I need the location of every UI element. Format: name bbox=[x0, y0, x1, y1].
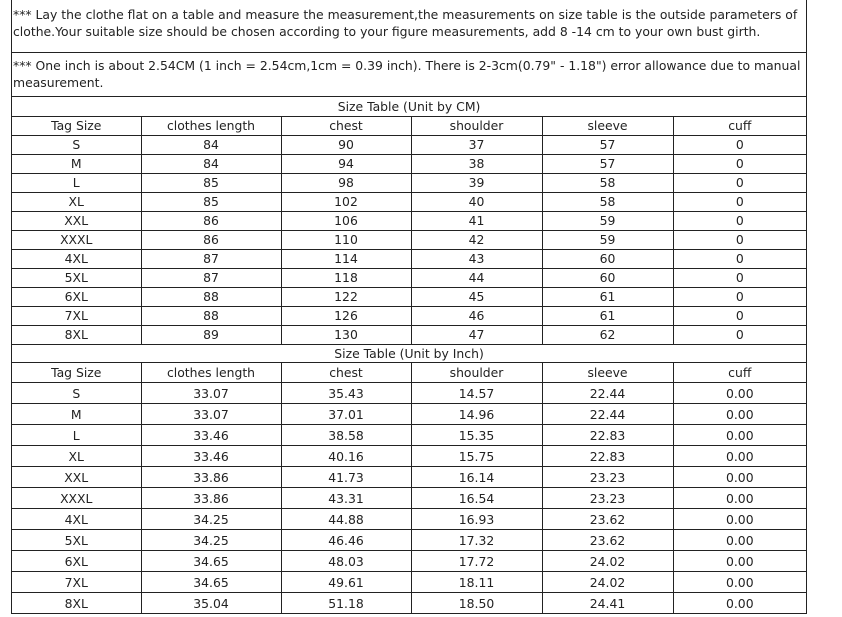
table-row bbox=[12, 467, 806, 488]
table-cell: 47 bbox=[411, 325, 542, 344]
column-header: sleeve bbox=[542, 116, 673, 135]
table-cell: 24.02 bbox=[542, 551, 673, 572]
table-row bbox=[12, 551, 806, 572]
table-cell: 6XL bbox=[12, 287, 141, 306]
table-cell: 23.62 bbox=[542, 530, 673, 551]
table-cell: 34.65 bbox=[141, 551, 281, 572]
table-row bbox=[12, 192, 806, 211]
table-cell: 118 bbox=[281, 268, 411, 287]
table-cell: 7XL bbox=[12, 572, 141, 593]
table-cell: XL bbox=[12, 192, 141, 211]
table-cell: 33.46 bbox=[141, 446, 281, 467]
table-row bbox=[12, 425, 806, 446]
table-cell: 18.50 bbox=[411, 593, 542, 614]
conversion-note: *** One inch is about 2.54CM (1 inch = 2.54cm,1cm = 0.39 inch). There is 2-3cm(0.79" - 1.18") error allowance due to manual measurement. bbox=[12, 53, 806, 97]
table-cell: S bbox=[12, 383, 141, 404]
table-cell: 0 bbox=[673, 135, 806, 154]
table-cell: 0.00 bbox=[673, 488, 806, 509]
table-cell: 42 bbox=[411, 230, 542, 249]
column-header: shoulder bbox=[411, 116, 542, 135]
table-cell: 6XL bbox=[12, 551, 141, 572]
table-cell: 35.04 bbox=[141, 593, 281, 614]
size-table-cm bbox=[12, 97, 806, 345]
table-cell: M bbox=[12, 404, 141, 425]
table-cell: 16.54 bbox=[411, 488, 542, 509]
table-cell: 0 bbox=[673, 287, 806, 306]
table-cell: 33.46 bbox=[141, 425, 281, 446]
table-cell: 60 bbox=[542, 249, 673, 268]
table-cell: 16.93 bbox=[411, 509, 542, 530]
table-cell: 57 bbox=[542, 135, 673, 154]
table-cell: 0.00 bbox=[673, 551, 806, 572]
column-header: cuff bbox=[673, 363, 806, 383]
cm-table-header-row bbox=[12, 116, 806, 135]
column-header: cuff bbox=[673, 116, 806, 135]
table-cell: 33.07 bbox=[141, 404, 281, 425]
table-cell: 14.96 bbox=[411, 404, 542, 425]
table-row bbox=[12, 154, 806, 173]
table-cell: 22.44 bbox=[542, 383, 673, 404]
table-cell: 88 bbox=[141, 306, 281, 325]
table-cell: 33.86 bbox=[141, 467, 281, 488]
table-cell: 0 bbox=[673, 192, 806, 211]
table-cell: 46 bbox=[411, 306, 542, 325]
table-cell: 5XL bbox=[12, 268, 141, 287]
table-cell: 16.14 bbox=[411, 467, 542, 488]
table-cell: 17.32 bbox=[411, 530, 542, 551]
table-cell: 0 bbox=[673, 249, 806, 268]
table-cell: XL bbox=[12, 446, 141, 467]
column-header: shoulder bbox=[411, 363, 542, 383]
table-row bbox=[12, 211, 806, 230]
table-cell: 61 bbox=[542, 306, 673, 325]
column-header: Tag Size bbox=[12, 116, 141, 135]
table-row bbox=[12, 268, 806, 287]
table-row bbox=[12, 509, 806, 530]
table-cell: 24.02 bbox=[542, 572, 673, 593]
table-cell: 110 bbox=[281, 230, 411, 249]
table-cell: 40 bbox=[411, 192, 542, 211]
table-cell: 23.62 bbox=[542, 509, 673, 530]
table-cell: 0 bbox=[673, 268, 806, 287]
column-header: chest bbox=[281, 116, 411, 135]
table-row bbox=[12, 249, 806, 268]
column-header: chest bbox=[281, 363, 411, 383]
table-cell: 46.46 bbox=[281, 530, 411, 551]
table-cell: 57 bbox=[542, 154, 673, 173]
table-cell: 41.73 bbox=[281, 467, 411, 488]
table-cell: 126 bbox=[281, 306, 411, 325]
table-cell: 0.00 bbox=[673, 572, 806, 593]
table-cell: 89 bbox=[141, 325, 281, 344]
column-header: Tag Size bbox=[12, 363, 141, 383]
table-cell: 34.25 bbox=[141, 530, 281, 551]
table-cell: 0.00 bbox=[673, 446, 806, 467]
table-cell: 15.75 bbox=[411, 446, 542, 467]
table-row bbox=[12, 488, 806, 509]
table-row bbox=[12, 530, 806, 551]
table-cell: 0.00 bbox=[673, 509, 806, 530]
table-cell: 39 bbox=[411, 173, 542, 192]
table-cell: 0 bbox=[673, 230, 806, 249]
inch-table-title: Size Table (Unit by Inch) bbox=[12, 345, 806, 363]
table-row bbox=[12, 135, 806, 154]
table-cell: 51.18 bbox=[281, 593, 411, 614]
table-cell: 87 bbox=[141, 268, 281, 287]
table-cell: 8XL bbox=[12, 325, 141, 344]
table-cell: XXXL bbox=[12, 488, 141, 509]
table-cell: 22.83 bbox=[542, 425, 673, 446]
table-cell: 85 bbox=[141, 173, 281, 192]
measurement-note: *** Lay the clothe flat on a table and measure the measurement,the measurements on size table is the outside parameters of clothe.Your suitable size should be chosen according to your figure measurements, add 8 -14 cm to your own bust girth. bbox=[12, 0, 806, 53]
table-cell: L bbox=[12, 173, 141, 192]
table-cell: 45 bbox=[411, 287, 542, 306]
table-cell: 4XL bbox=[12, 249, 141, 268]
table-cell: L bbox=[12, 425, 141, 446]
table-cell: 0 bbox=[673, 325, 806, 344]
table-cell: 22.44 bbox=[542, 404, 673, 425]
table-cell: 60 bbox=[542, 268, 673, 287]
table-cell: 33.07 bbox=[141, 383, 281, 404]
table-cell: 58 bbox=[542, 192, 673, 211]
table-cell: 8XL bbox=[12, 593, 141, 614]
table-cell: 114 bbox=[281, 249, 411, 268]
table-cell: 94 bbox=[281, 154, 411, 173]
table-cell: 106 bbox=[281, 211, 411, 230]
table-cell: S bbox=[12, 135, 141, 154]
table-cell: 0.00 bbox=[673, 425, 806, 446]
table-cell: XXXL bbox=[12, 230, 141, 249]
table-cell: 98 bbox=[281, 173, 411, 192]
table-cell: 59 bbox=[542, 230, 673, 249]
table-cell: 38.58 bbox=[281, 425, 411, 446]
table-cell: 0 bbox=[673, 154, 806, 173]
table-cell: 62 bbox=[542, 325, 673, 344]
table-cell: 37 bbox=[411, 135, 542, 154]
table-cell: 49.61 bbox=[281, 572, 411, 593]
size-chart-sheet bbox=[11, 0, 807, 614]
table-cell: 61 bbox=[542, 287, 673, 306]
table-cell: 34.65 bbox=[141, 572, 281, 593]
table-cell: 23.23 bbox=[542, 467, 673, 488]
table-cell: 84 bbox=[141, 135, 281, 154]
table-cell: 24.41 bbox=[542, 593, 673, 614]
table-cell: 102 bbox=[281, 192, 411, 211]
table-cell: 44.88 bbox=[281, 509, 411, 530]
table-cell: 14.57 bbox=[411, 383, 542, 404]
table-row bbox=[12, 325, 806, 344]
table-cell: 0.00 bbox=[673, 404, 806, 425]
table-cell: 0.00 bbox=[673, 593, 806, 614]
table-cell: XXL bbox=[12, 211, 141, 230]
table-cell: 43.31 bbox=[281, 488, 411, 509]
table-cell: 41 bbox=[411, 211, 542, 230]
table-cell: 90 bbox=[281, 135, 411, 154]
table-cell: 18.11 bbox=[411, 572, 542, 593]
table-cell: 5XL bbox=[12, 530, 141, 551]
table-cell: 0.00 bbox=[673, 383, 806, 404]
table-cell: 43 bbox=[411, 249, 542, 268]
table-cell: 0.00 bbox=[673, 530, 806, 551]
table-cell: 88 bbox=[141, 287, 281, 306]
table-row bbox=[12, 446, 806, 467]
table-row bbox=[12, 404, 806, 425]
table-cell: 0 bbox=[673, 211, 806, 230]
column-header: clothes length bbox=[141, 116, 281, 135]
table-cell: 130 bbox=[281, 325, 411, 344]
table-cell: 122 bbox=[281, 287, 411, 306]
table-cell: 35.43 bbox=[281, 383, 411, 404]
table-cell: 38 bbox=[411, 154, 542, 173]
size-table-inch bbox=[12, 345, 806, 615]
table-cell: 59 bbox=[542, 211, 673, 230]
table-row bbox=[12, 306, 806, 325]
table-cell: M bbox=[12, 154, 141, 173]
table-row bbox=[12, 593, 806, 614]
table-cell: 0.00 bbox=[673, 467, 806, 488]
table-cell: 33.86 bbox=[141, 488, 281, 509]
table-cell: 85 bbox=[141, 192, 281, 211]
table-cell: 0 bbox=[673, 173, 806, 192]
column-header: clothes length bbox=[141, 363, 281, 383]
table-cell: 58 bbox=[542, 173, 673, 192]
table-row bbox=[12, 572, 806, 593]
table-cell: 22.83 bbox=[542, 446, 673, 467]
column-header: sleeve bbox=[542, 363, 673, 383]
table-cell: 44 bbox=[411, 268, 542, 287]
table-cell: 7XL bbox=[12, 306, 141, 325]
table-row bbox=[12, 173, 806, 192]
table-cell: XXL bbox=[12, 467, 141, 488]
table-row bbox=[12, 383, 806, 404]
table-cell: 17.72 bbox=[411, 551, 542, 572]
table-cell: 86 bbox=[141, 211, 281, 230]
table-cell: 34.25 bbox=[141, 509, 281, 530]
table-cell: 23.23 bbox=[542, 488, 673, 509]
table-cell: 0 bbox=[673, 306, 806, 325]
table-row bbox=[12, 230, 806, 249]
table-cell: 37.01 bbox=[281, 404, 411, 425]
cm-table-title: Size Table (Unit by CM) bbox=[12, 97, 806, 116]
table-cell: 84 bbox=[141, 154, 281, 173]
table-cell: 48.03 bbox=[281, 551, 411, 572]
table-row bbox=[12, 287, 806, 306]
table-cell: 87 bbox=[141, 249, 281, 268]
table-cell: 86 bbox=[141, 230, 281, 249]
table-cell: 15.35 bbox=[411, 425, 542, 446]
inch-table-header-row bbox=[12, 363, 806, 383]
table-cell: 40.16 bbox=[281, 446, 411, 467]
table-cell: 4XL bbox=[12, 509, 141, 530]
